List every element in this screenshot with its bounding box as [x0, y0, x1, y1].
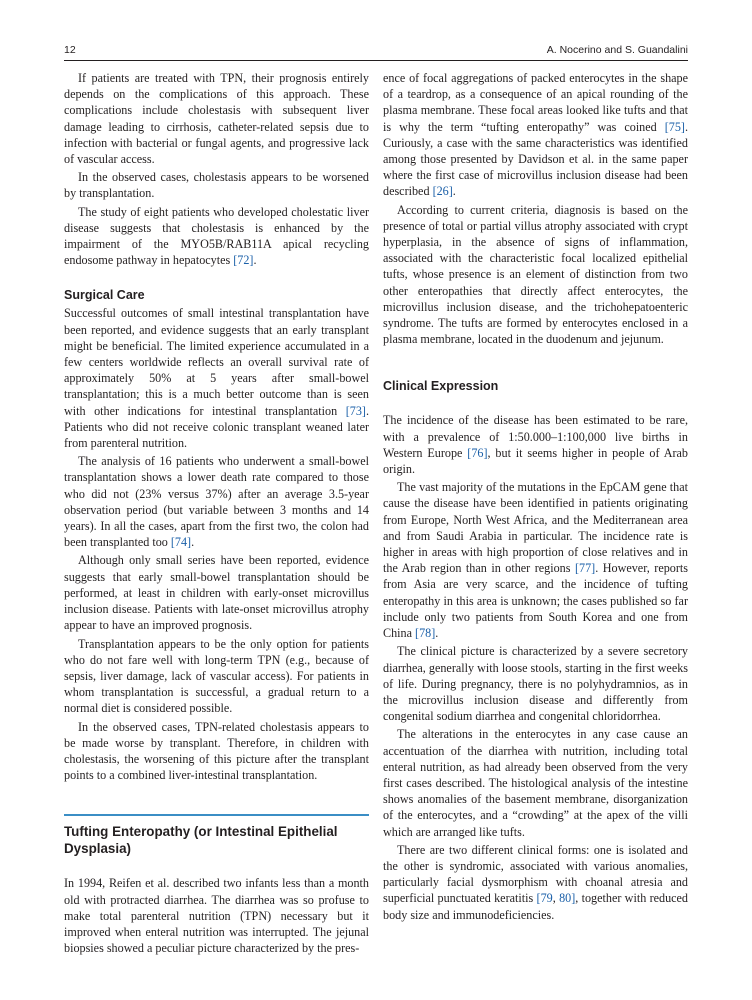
paragraph-reifen: In 1994, Reifen et al. described two infants less than a month old with protracted diarrhea. The diarrhea was so profuse to make total parenteral nutrition (TPN) necessary but it improved when enteral nutrition was interrupted. The jejunal biopsies showed a peculiar picture characterized by the pres-	[64, 876, 369, 956]
citation-link[interactable]: [77]	[574, 561, 596, 576]
running-header	[64, 44, 688, 60]
paragraph-clinical-forms: There are two different clinical forms: one is isolated and the other is syndromic, associated with various anomalies, particularly facial dysmorphism with choanal atresia and superficial punctuated keratitis [79, 80], together with reduced body size and immunodeficiencies.	[383, 842, 688, 922]
heading-clinical-expression: Clinical Expression	[383, 379, 499, 394]
paragraph-transplant-outcomes: Successful outcomes of small intestinal transplantation have been reported, and evidence suggests that an early transplant might be beneficial. The limited experience accumulated in a few centers worldwide reflects an overall survival rate of approximately 50% at 5 years after small-bowel transplantation; this is a much better outcome than is seen with other indications for intestinal transplantation [73]. Patients who did not receive colonic transplant weaned later from parenteral nutrition.	[64, 306, 369, 451]
header-rule	[64, 60, 688, 61]
citation-link[interactable]: [74]	[170, 535, 192, 550]
paragraph-cholestasis-worsened: In the observed cases, cholestasis appears to be worsened by transplantation.	[64, 170, 369, 201]
paragraph-diagnosis-criteria: According to current criteria, diagnosis is based on the presence of total or partial villus atrophy associated with crypt hyperplasia, in the absence of signs of inflammation, associated with the characteristic focal localized epithelial tufts, whose presence is an element of distinction from two other enteropathies that directly affect enterocytes, the microvillus inclusion disease, and the trichohepatoenteric syndrome. The tufts are formed by enterocytes enclosed in a plasma membrane, located in the duodenum and jejunum.	[383, 202, 688, 347]
citation-link[interactable]: [26]	[432, 184, 453, 199]
citation-link[interactable]: [79	[536, 891, 553, 906]
page-number: 12	[64, 44, 76, 56]
section-rule	[64, 814, 369, 816]
citation-link[interactable]: 80]	[559, 891, 576, 906]
heading-surgical-care: Surgical Care	[64, 288, 145, 303]
paragraph-incidence: The incidence of the disease has been estimated to be rare, with a prevalence of 1:50.000–1:100,000 live births in Western Europe [76], but it seems higher in people of Arab origin.	[383, 413, 688, 477]
paragraph-tpn-cholestasis: In the observed cases, TPN-related cholestasis appears to be made worse by transplant. Therefore, in children with cholestasis, the worsening of this picture after the transplant points to a combined liver-intestinal transplantation.	[64, 719, 369, 783]
left-column	[64, 70, 369, 956]
paragraph-tpn-prognosis: If patients are treated with TPN, their prognosis entirely depends on the complications of this approach. These complications include cholestasis with subsequent liver damage leading to cirrhosis, catheter-related sepsis due to infection with bacterial or fungal agents, and progressive lack of vascular access.	[64, 71, 369, 167]
citation-link[interactable]: [73]	[345, 403, 366, 418]
paragraph-enterocyte-alterations: The alterations in the enterocytes in any case cause an accentuation of the diarrhea with nutrition, including total enteral nutrition, as had already been observed from the very first cases described. The histological analysis of the intestine shows anomalies of the basement membrane, disorganization of the enterocytes, and a “crowding” at the apex of the villi which are arranged like tufts.	[383, 727, 688, 839]
right-column	[383, 70, 688, 923]
paragraph-sixteen-patients: The analysis of 16 patients who underwent a small-bowel transplantation shows a lower death rate compared to those who did not (23% versus 37%) after an average 3.5-year observation period (but variable between 3 months and 14 years). In all the cases, apart from the first two, the colon had been transplanted too [74].	[64, 454, 369, 550]
citation-link[interactable]: [75]	[664, 119, 685, 134]
paragraph-small-series: Although only small series have been reported, evidence suggests that early small-bowel transplantation should be performed, at least in children with early-onset microvillus inclusion disease. Patients with late-onset microvillus atrophy appear to have an improved prognosis.	[64, 553, 369, 633]
citation-link[interactable]: [72]	[233, 253, 254, 268]
heading-tufting-enteropathy: Tufting Enteropathy (or Intestinal Epithelial Dysplasia)	[64, 824, 338, 856]
paragraph-only-option: Transplantation appears to be the only option for patients who do not fare well with long-term TPN (e.g., because of sepsis, liver damage, lack of vascular access). For patients in whom transplantation is successful, a gradual return to a normal diet is considered possible.	[64, 636, 369, 716]
paragraph-clinical-picture: The clinical picture is characterized by a severe secretory diarrhea, generally with loose stools, starting in the first weeks of life. During pregnancy, there is no polyhydramnios, as in the microvillus inclusion disease and differently from congenital sodium diarrhea and congenital chloridorrhea.	[383, 644, 688, 724]
running-head-authors: A. Nocerino and S. Guandalini	[546, 44, 688, 56]
paragraph-eight-patients: The study of eight patients who developed cholestatic liver disease suggests that cholestasis is enhanced by the impairment of the MYO5B/RAB11A apical recycling endosome pathway in hepatocytes [72].	[64, 204, 369, 268]
paragraph-focal-aggregations: ence of focal aggregations of packed enterocytes in the shape of a teardrop, as a consequence of an apical rounding of the plasma membrane. These focal areas looked like tufts and that is why the term “tufting enteropathy” was coined [75]. Curiously, a case with the same characteristics was identified among those presented by Davidson et al. in the same paper where the first case of microvillus inclusion disease had been described [26].	[383, 71, 688, 199]
citation-link[interactable]: [76]	[467, 445, 488, 460]
citation-link[interactable]: [78]	[415, 626, 436, 641]
paragraph-epcam-mutations: The vast majority of the mutations in the EpCAM gene that cause the disease have been identified in patients originating from Europe, North West Africa, and the Mediterranean area and from Saudi Arabia in particular. The incidence rate is higher in areas with high proportion of close relatives and in the Arab region than in other regions [77]. However, reports from Asia are very scarce, and the incidence of tufting enteropathy in this area is unknown; the cases published so far include only two patients from South Korea and one from China [78].	[383, 480, 688, 641]
